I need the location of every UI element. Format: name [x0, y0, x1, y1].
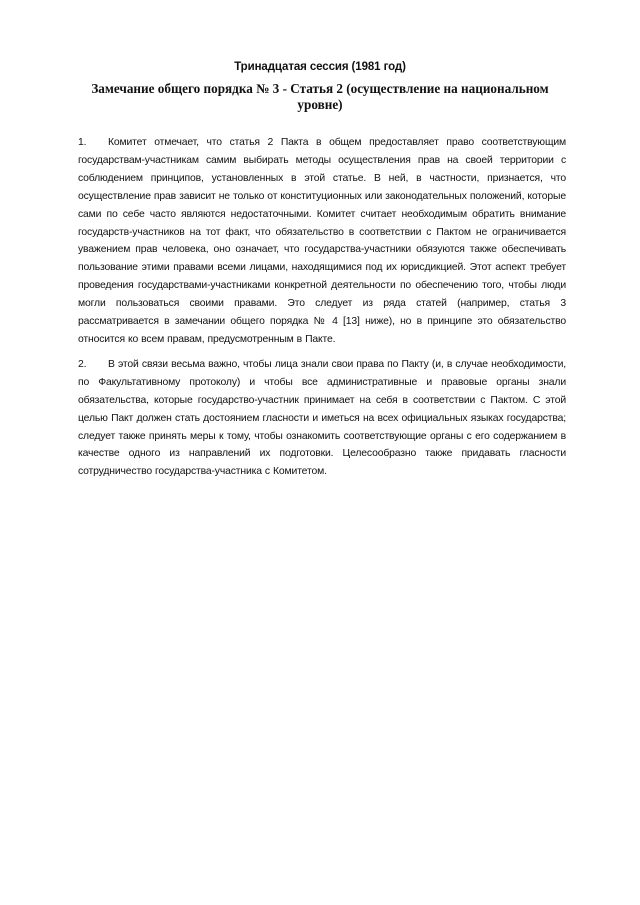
session-title: Тринадцатая сессия (1981 год)	[234, 61, 406, 73]
document-body	[78, 134, 566, 488]
paragraph-1	[78, 134, 566, 349]
document-title: Замечание общего порядка № 3 - Статья 2 (осуществление на национальном уровне)	[91, 81, 549, 112]
paragraph-number: 1.	[78, 137, 87, 148]
paragraph-2	[78, 356, 566, 481]
paragraph-text: В этой связи весьма важно, чтобы лица знали свои права по Пакту (и, в случае необходимости, по Факультативному протоколу) и чтобы все административные и правовые органы знали обязательства, которые государство-участник принимает на себя в соответствии с Пактом. С этой целью Пакт должен стать достоянием гласности и иметься на всех официальных языках государства; следует также принять меры к тому, чтобы ознакомить соответствующие органы с его содержанием в качестве одного из направлений их подготовки. Целесообразно также придавать гласности сотрудничество государства-участника с Комитетом.	[78, 358, 566, 478]
paragraph-number: 2.	[78, 358, 87, 370]
paragraph-text: Комитет отмечает, что статья 2 Пакта в общем предоставляет право соответствующим государствам-участникам самим выбирать методы осуществления прав на своей территории с соблюдением принципов, установленных в этой статье. В ней, в частности, признается, что осуществление прав зависит не только от конституционных или законодательных положений, которые сами по себе часто являются недостаточными. Комитет считает необходимым обратить внимание государств-участников на тот факт, что обязательство в соответствии с Пактом не ограничивается уважением прав человека, оно означает, что государства-участники обязуются также обеспечивать пользование этими правами всеми лицами, находящимися под их юрисдикцией. Этот аспект требует проведения государствами-участниками конкретной деятельности по обеспечению того, чтобы люди могли пользоваться своими правами. Это следует из ряда статей (например, статья 3 рассматривается в замечании общего порядка № 4 [13] ниже), но в принципе это обязательство относится ко всем правам, предусмотренным в Пакте.	[78, 137, 566, 345]
